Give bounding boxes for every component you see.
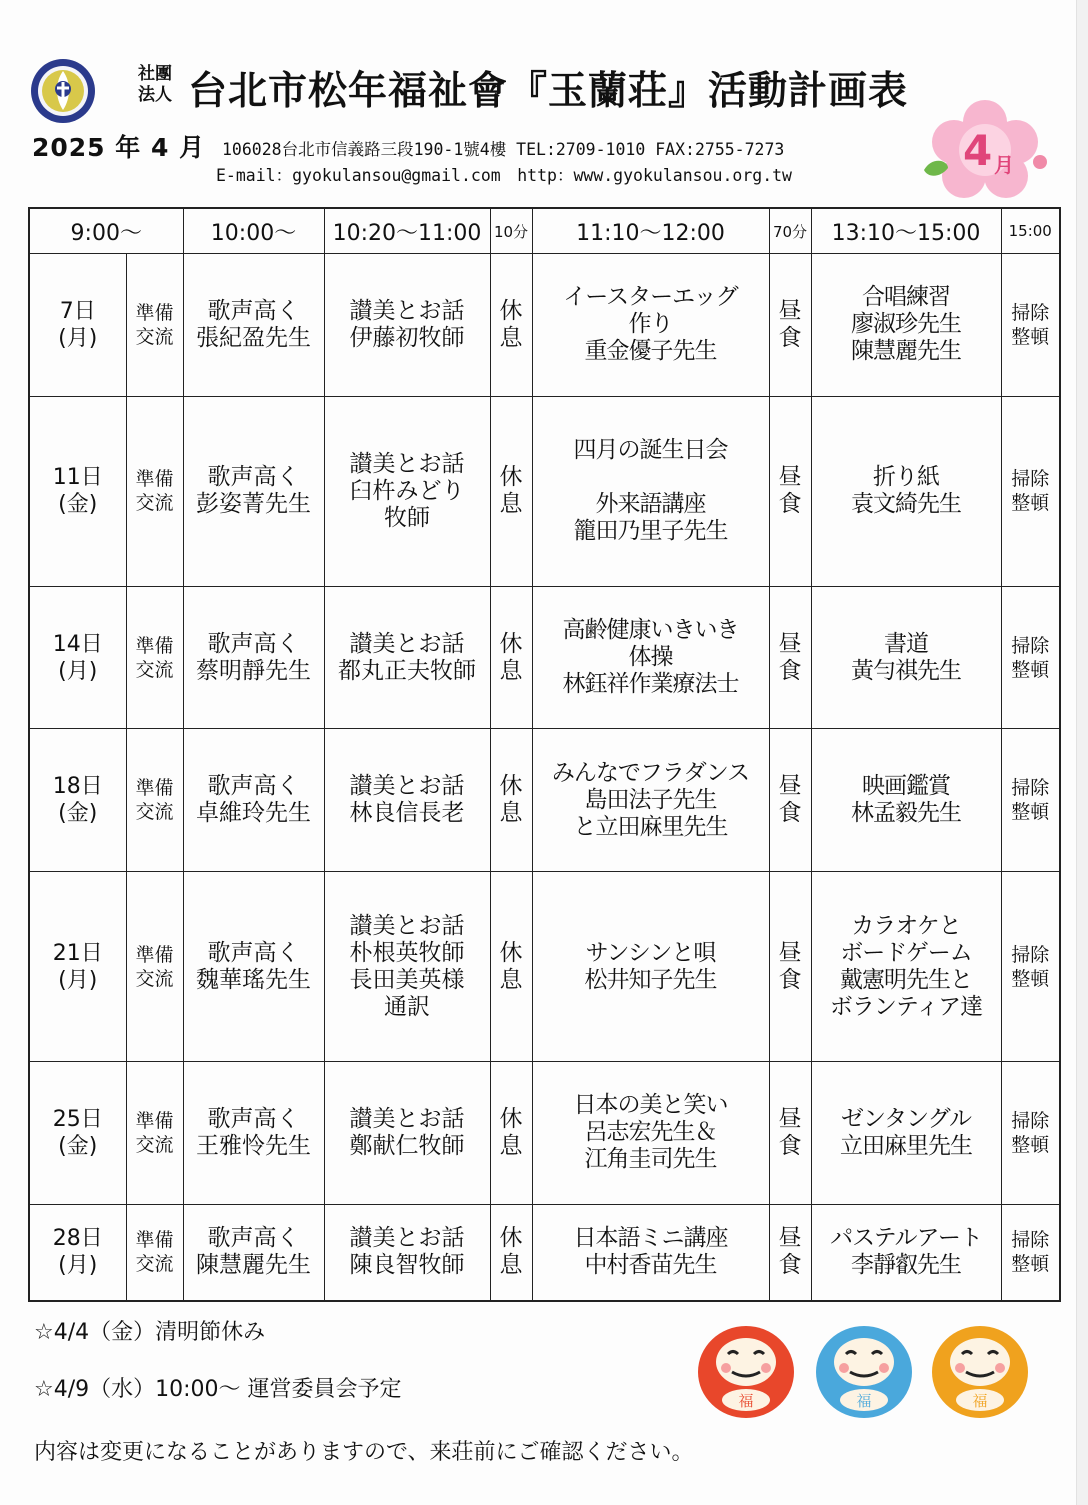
day-cell: 21日 (月) [29, 872, 126, 1062]
header-70-min: 70分 [769, 208, 811, 254]
address-line: 106028台北市信義路三段190-1號4樓 TEL:2709-1010 FAX:2755-7273 [222, 140, 785, 159]
day-cell: 18日 (金) [29, 729, 126, 872]
prep-cell: 準備 交流 [126, 872, 183, 1062]
activity-cell: 高齢健康いきいき 体操 林鈺祥作業療法士 [532, 586, 769, 729]
daruma-orange-icon [928, 1320, 1033, 1420]
organization-type [138, 64, 172, 106]
activity-cell: 四月の誕生日会 外来語講座 籠田乃里子先生 [532, 396, 769, 586]
daruma-label: 福 [856, 1392, 872, 1410]
lunch-cell: 昼 食 [769, 586, 811, 729]
afternoon-cell: 書道 黃勻祺先生 [811, 586, 1001, 729]
rest-cell: 休 息 [490, 1204, 532, 1301]
song-cell: 歌声高く 蔡明靜先生 [183, 586, 324, 729]
talk-cell: 讃美とお話 伊藤初牧師 [324, 254, 490, 397]
table-row [29, 396, 1060, 586]
talk-cell: 讃美とお話 鄭献仁牧師 [324, 1062, 490, 1205]
header-10-min: 10分 [490, 208, 532, 254]
rest-cell: 休 息 [490, 1062, 532, 1205]
cleanup-cell: 掃除 整頓 [1001, 1062, 1060, 1205]
song-cell: 歌声高く 魏華瑤先生 [183, 872, 324, 1062]
afternoon-cell: 映画鑑賞 林孟毅先生 [811, 729, 1001, 872]
cleanup-cell: 掃除 整頓 [1001, 396, 1060, 586]
prep-cell: 準備 交流 [126, 396, 183, 586]
month-badge-suffix: 月 [994, 153, 1014, 177]
cleanup-cell: 掃除 整頓 [1001, 729, 1060, 872]
song-cell: 歌声高く 卓維玲先生 [183, 729, 324, 872]
song-cell: 歌声高く 王雅怜先生 [183, 1062, 324, 1205]
dango-icon [1033, 155, 1047, 169]
table-header-row [29, 208, 1060, 254]
page-edge [1076, 0, 1088, 1505]
rest-cell: 休 息 [490, 872, 532, 1062]
table-row [29, 872, 1060, 1062]
prep-cell: 準備 交流 [126, 729, 183, 872]
afternoon-cell: 合唱練習 廖淑珍先生 陳慧麗先生 [811, 254, 1001, 397]
table-row [29, 586, 1060, 729]
day-cell: 14日 (月) [29, 586, 126, 729]
prep-cell: 準備 交流 [126, 254, 183, 397]
activity-schedule-table [28, 207, 1061, 1302]
talk-cell: 讃美とお話 林良信長老 [324, 729, 490, 872]
schedule-date: 2025 年 4 月 [32, 133, 206, 162]
contact-line: E-mail：gyokulansou@gmail.com http：www.gyokulansou.org.tw [216, 166, 792, 185]
note-committee-meeting: ☆4/9（水）10:00～ 運営委員会予定 [34, 1377, 402, 1402]
activity-cell: 日本の美と笑い 呂志宏先生＆ 江角圭司先生 [532, 1062, 769, 1205]
header-13-10: 13:10～15:00 [811, 208, 1001, 254]
afternoon-cell: パステルアート 李靜叡先生 [811, 1204, 1001, 1301]
cleanup-cell: 掃除 整頓 [1001, 254, 1060, 397]
rest-cell: 休 息 [490, 254, 532, 397]
rest-cell: 休 息 [490, 396, 532, 586]
talk-cell: 讃美とお話 都丸正夫牧師 [324, 586, 490, 729]
daruma-label: 福 [738, 1392, 754, 1410]
header-10-20: 10:20～11:00 [324, 208, 490, 254]
activity-cell: サンシンと唄 松井知子先生 [532, 872, 769, 1062]
rest-cell: 休 息 [490, 586, 532, 729]
prep-cell: 準備 交流 [126, 1062, 183, 1205]
daruma-red-icon [694, 1320, 799, 1420]
table-row [29, 1204, 1060, 1301]
afternoon-cell: ゼンタングル 立田麻里先生 [811, 1062, 1001, 1205]
lunch-cell: 昼 食 [769, 1204, 811, 1301]
day-cell: 28日 (月) [29, 1204, 126, 1301]
note-holiday: ☆4/4（金）清明節休み [34, 1320, 266, 1345]
day-cell: 11日 (金) [29, 396, 126, 586]
song-cell: 歌声高く 彭姿菁先生 [183, 396, 324, 586]
activity-cell: イースターエッグ 作り 重金優子先生 [532, 254, 769, 397]
organization-logo [30, 58, 96, 124]
cleanup-cell: 掃除 整頓 [1001, 872, 1060, 1062]
lunch-cell: 昼 食 [769, 729, 811, 872]
prep-cell: 準備 交流 [126, 1204, 183, 1301]
prep-cell: 準備 交流 [126, 586, 183, 729]
afternoon-cell: カラオケと ボードゲーム 戴憲明先生と ボランティア達 [811, 872, 1001, 1062]
lunch-cell: 昼 食 [769, 396, 811, 586]
song-cell: 歌声高く 張紀盈先生 [183, 254, 324, 397]
header-11-10: 11:10～12:00 [532, 208, 769, 254]
header-9-00: 9:00～ [29, 208, 183, 254]
table-row [29, 1062, 1060, 1205]
org-type-line1: 社團 [138, 64, 172, 84]
talk-cell: 讃美とお話 臼杵みどり 牧師 [324, 396, 490, 586]
lunch-cell: 昼 食 [769, 1062, 811, 1205]
activity-cell: 日本語ミニ講座 中村香苗先生 [532, 1204, 769, 1301]
cleanup-cell: 掃除 整頓 [1001, 1204, 1060, 1301]
header-15-00: 15:00 [1001, 208, 1060, 254]
header-10-00: 10:00～ [183, 208, 324, 254]
table-row [29, 729, 1060, 872]
table-row [29, 254, 1060, 397]
talk-cell: 讃美とお話 朴根英牧師 長田美英様 通訳 [324, 872, 490, 1062]
daruma-blue-icon [812, 1320, 917, 1420]
activity-cell: みんなでフラダンス 島田法子先生 と立田麻里先生 [532, 729, 769, 872]
afternoon-cell: 折り紙 袁文綺先生 [811, 396, 1001, 586]
lunch-cell: 昼 食 [769, 254, 811, 397]
page-title: 台北市松年福祉會『玉蘭荘』活動計画表 [188, 69, 909, 114]
day-cell: 25日 (金) [29, 1062, 126, 1205]
month-badge-number: 4 [963, 126, 993, 175]
month-badge [918, 100, 1053, 200]
cleanup-cell: 掃除 整頓 [1001, 586, 1060, 729]
lunch-cell: 昼 食 [769, 872, 811, 1062]
org-type-line2: 法人 [138, 85, 172, 105]
song-cell: 歌声高く 陳慧麗先生 [183, 1204, 324, 1301]
talk-cell: 讃美とお話 陳良智牧師 [324, 1204, 490, 1301]
rest-cell: 休 息 [490, 729, 532, 872]
day-cell: 7日 (月) [29, 254, 126, 397]
daruma-label: 福 [972, 1392, 988, 1410]
note-disclaimer: 内容は変更になることがありますので、来荘前にご確認ください。 [34, 1440, 694, 1465]
